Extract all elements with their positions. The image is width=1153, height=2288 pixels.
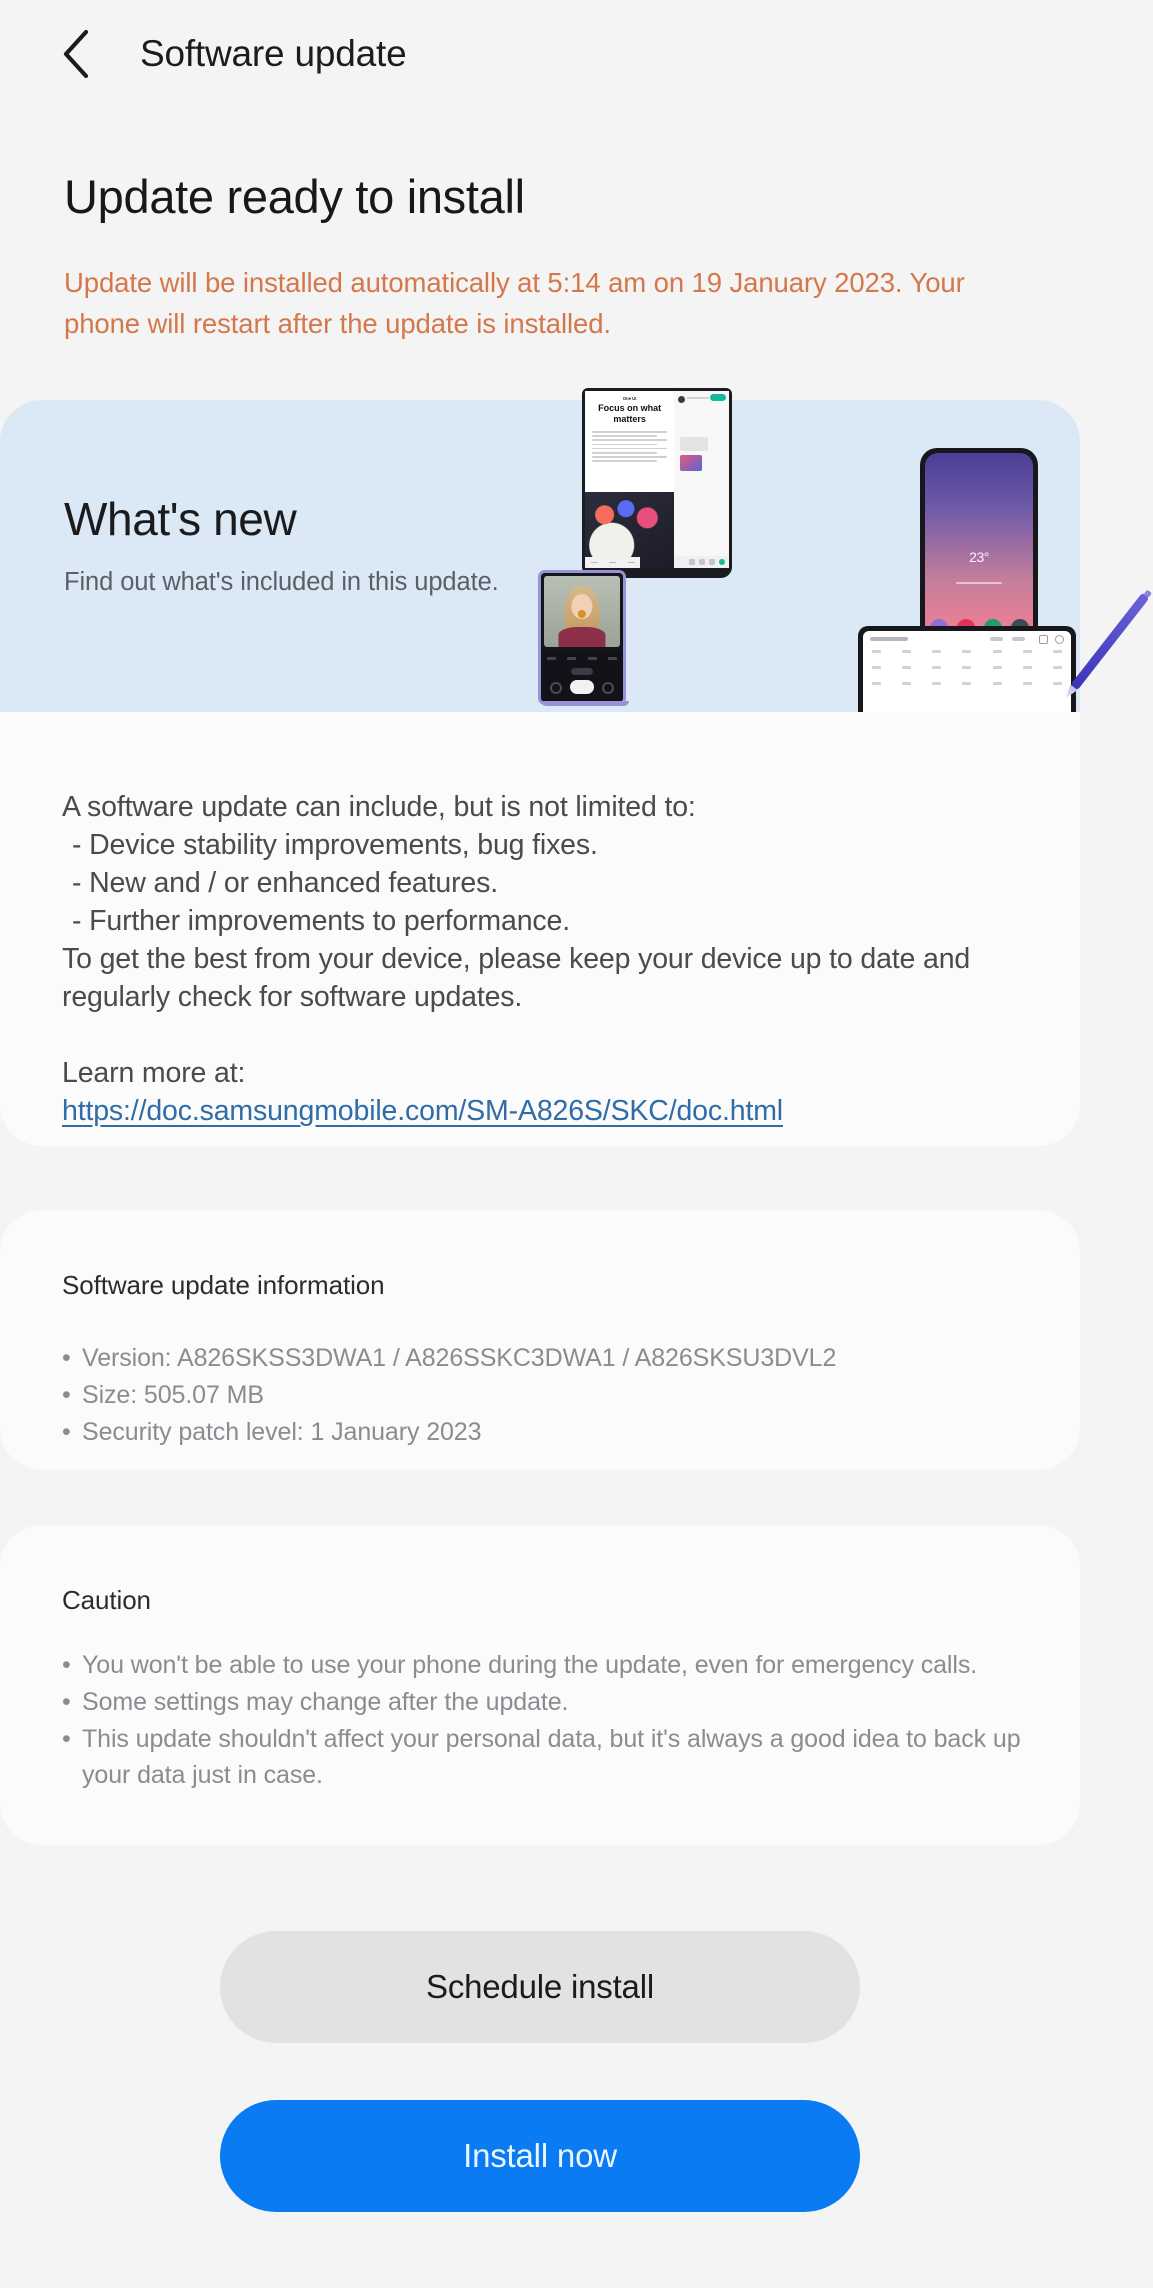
caution-card-heading: Caution — [62, 1585, 151, 1615]
chat-card — [680, 437, 708, 451]
bullet-icon: • — [62, 1344, 71, 1372]
flip-phone-selfie-preview — [544, 576, 620, 647]
contact-avatar-icon — [678, 396, 685, 403]
tablet-article-headline: Focus on what matters — [598, 403, 662, 424]
list-item — [62, 1721, 1030, 1793]
gallery-thumb-icon — [602, 682, 614, 694]
description-outro: To get the best from your device, please keep your device up to date and regularly check for software updates. — [62, 943, 971, 1013]
update-status-block — [0, 108, 1080, 344]
app-bar-title: Software update — [140, 33, 407, 74]
list-item — [62, 1684, 1030, 1720]
whats-new-title: What's new — [64, 493, 297, 545]
description-intro: A software update can include, but is not limited to: — [62, 791, 696, 823]
info-card-heading: Software update information — [62, 1270, 385, 1300]
bullet-icon: • — [62, 1418, 71, 1446]
bullet-icon: • — [62, 1381, 71, 1409]
learn-more-link[interactable]: https://doc.samsungmobile.com/SM-A826S/SKC/doc.html — [62, 1095, 783, 1127]
software-update-information-card — [0, 1210, 1080, 1470]
whats-new-subtitle: Find out what's included in this update. — [64, 568, 499, 596]
s-pen-icon — [1070, 592, 1150, 691]
description-bullet-2: - New and / or enhanced features. — [72, 867, 498, 899]
back-button[interactable] — [48, 26, 104, 82]
flip-phone-camera-controls — [538, 650, 626, 705]
app-bar — [0, 0, 1080, 108]
list-item — [62, 1647, 1030, 1683]
tablet-nav-bar — [585, 557, 640, 568]
scheduled-install-notice: Update will be installed automatically at 5:14 am on 19 January 2023. Your phone will restart after the update is installed. — [64, 267, 965, 340]
caution-card — [0, 1525, 1080, 1845]
bullet-icon: • — [62, 1651, 71, 1679]
page-title: Update ready to install — [64, 170, 525, 223]
bullet-icon: • — [62, 1725, 71, 1753]
description-bullet-1: - Device stability improvements, bug fixes. — [72, 829, 598, 861]
info-version: Version: A826SKSS3DWA1 / A826SSKC3DWA1 / A826SKSU3DVL2 — [82, 1344, 837, 1372]
update-description-card — [0, 712, 1080, 1146]
flip-phone-camera-mockup-icon — [538, 570, 626, 705]
update-description-text — [62, 788, 1034, 1130]
whats-new-text-group — [64, 492, 499, 597]
chat-badge-icon — [710, 394, 726, 401]
description-bullet-3: - Further improvements to performance. — [72, 905, 570, 937]
phone-weather-temp: 23° — [969, 549, 989, 565]
list-item — [62, 1414, 1034, 1451]
shutter-button-icon — [570, 680, 594, 694]
learn-more-label: Learn more at: — [62, 1057, 246, 1089]
tablet-article-mockup-icon — [582, 388, 732, 578]
whats-new-artwork — [520, 396, 1080, 712]
info-size: Size: 505.07 MB — [82, 1381, 264, 1409]
tablet-article-brand: One UI — [622, 396, 637, 401]
chevron-left-icon — [59, 28, 93, 80]
schedule-install-button[interactable]: Schedule install — [220, 1931, 860, 2043]
info-security-patch: Security patch level: 1 January 2023 — [82, 1418, 482, 1446]
lens-switch-icon — [550, 682, 562, 694]
caution-item-2: Some settings may change after the update. — [82, 1688, 569, 1716]
whats-new-banner[interactable] — [0, 396, 1080, 712]
list-item — [62, 1377, 1034, 1414]
phone-weather-subtext — [925, 571, 1033, 589]
chat-image-card — [680, 455, 702, 471]
tablet-article-body-lines — [592, 431, 667, 462]
caution-card-list — [62, 1647, 1030, 1794]
install-now-button[interactable]: Install now — [220, 2100, 860, 2212]
bullet-icon: • — [62, 1688, 71, 1716]
chat-toolbar — [674, 556, 729, 568]
info-card-list — [62, 1340, 1034, 1451]
chat-line — [687, 397, 709, 399]
caution-item-1: You won't be able to use your phone during the update, even for emergency calls. — [82, 1651, 978, 1679]
caution-item-3: This update shouldn't affect your personal data, but it's always a good idea to back up your data just in case. — [82, 1725, 1021, 1789]
list-item — [62, 1340, 1034, 1377]
